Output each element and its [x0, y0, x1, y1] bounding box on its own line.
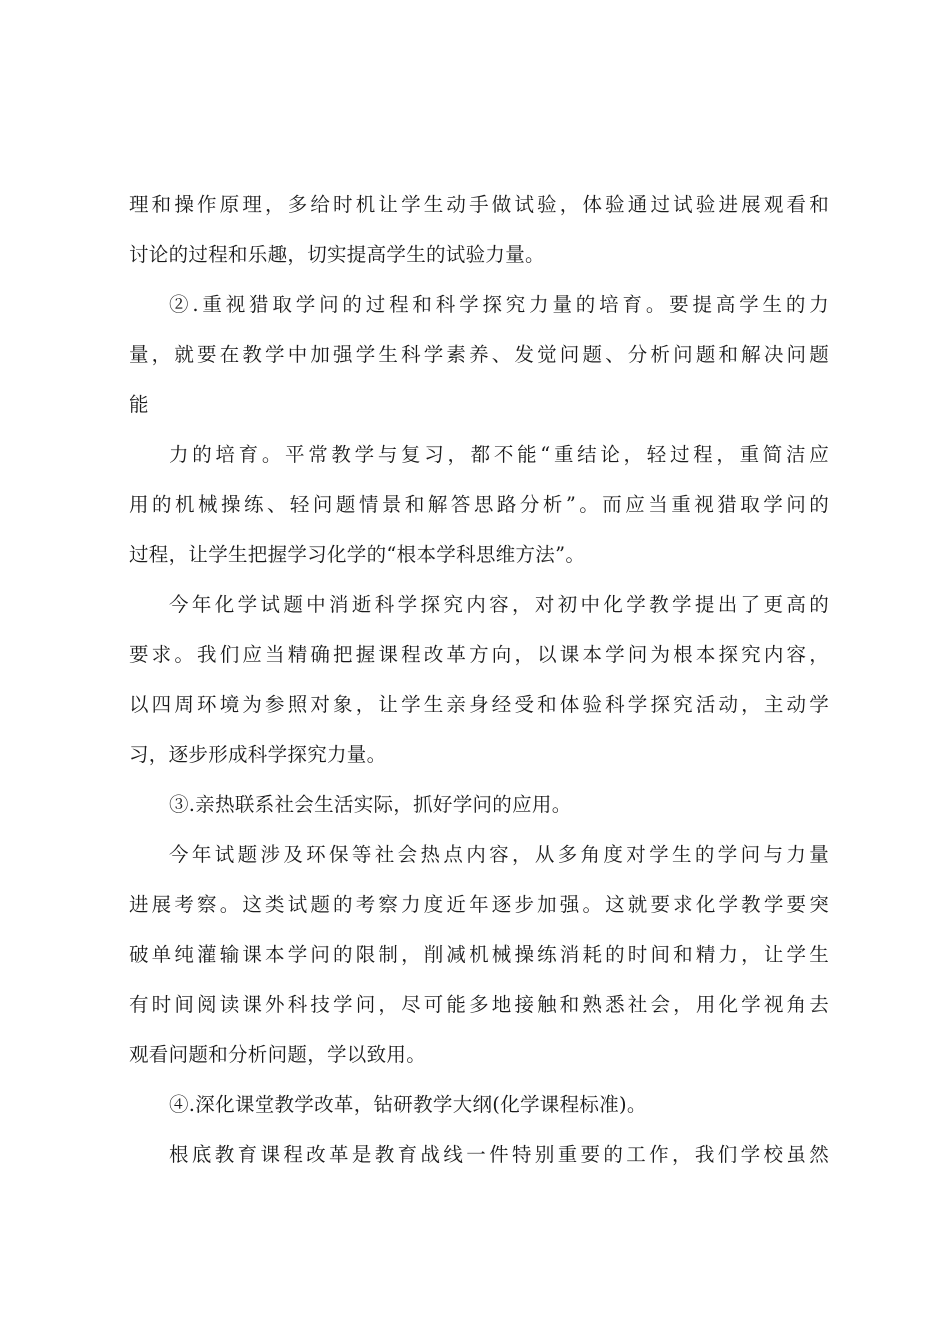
text-line: 进展考察。这类试题的考察力度近年逐步加强。这就要求化学教学要突 [129, 893, 829, 916]
text-line: 过程，让学生把握学习化学的“根本学科思维方法”。 [129, 543, 586, 566]
text-line: 观看问题和分析问题，学以致用。 [129, 1043, 427, 1066]
text-line: 能 [129, 393, 149, 416]
text-line: 根底教育课程改革是教育战线一件特别重要的工作，我们学校虽然 [169, 1143, 829, 1166]
document-body [129, 180, 829, 1180]
text-line: 今年化学试题中消逝科学探究内容，对初中化学教学提出了更高的 [169, 593, 829, 616]
text-line: 讨论的过程和乐趣，切实提高学生的试验力量。 [129, 243, 545, 266]
text-line: 习，逐步形成科学探究力量。 [129, 743, 387, 766]
text-line: 要求。我们应当精确把握课程改革方向，以课本学问为根本探究内容， [129, 643, 829, 666]
text-line: 量，就要在教学中加强学生科学素养、发觉问题、分析问题和解决问题 [129, 343, 829, 366]
text-line: ②.重视猎取学问的过程和科学探究力量的培育。要提高学生的力 [169, 293, 829, 316]
text-line: 以四周环境为参照对象，让学生亲身经受和体验科学探究活动，主动学 [129, 693, 829, 716]
text-line: 有时间阅读课外科技学问，尽可能多地接触和熟悉社会，用化学视角去 [129, 993, 829, 1016]
text-line: 破单纯灌输课本学问的限制，削减机械操练消耗的时间和精力，让学生 [129, 943, 829, 966]
text-line: 力的培育。平常教学与复习，都不能“重结论，轻过程，重简洁应 [169, 443, 829, 466]
text-line: ③.亲热联系社会生活实际，抓好学问的应用。 [169, 793, 572, 816]
text-line: ④.深化课堂教学改革，钻研教学大纲(化学课程标准)。 [169, 1093, 647, 1116]
text-line: 理和操作原理，多给时机让学生动手做试验，体验通过试验进展观看和 [129, 193, 829, 216]
text-line: 今年试题涉及环保等社会热点内容，从多角度对学生的学问与力量 [169, 843, 829, 866]
text-line: 用的机械操练、轻问题情景和解答思路分析”。而应当重视猎取学问的 [129, 493, 829, 516]
